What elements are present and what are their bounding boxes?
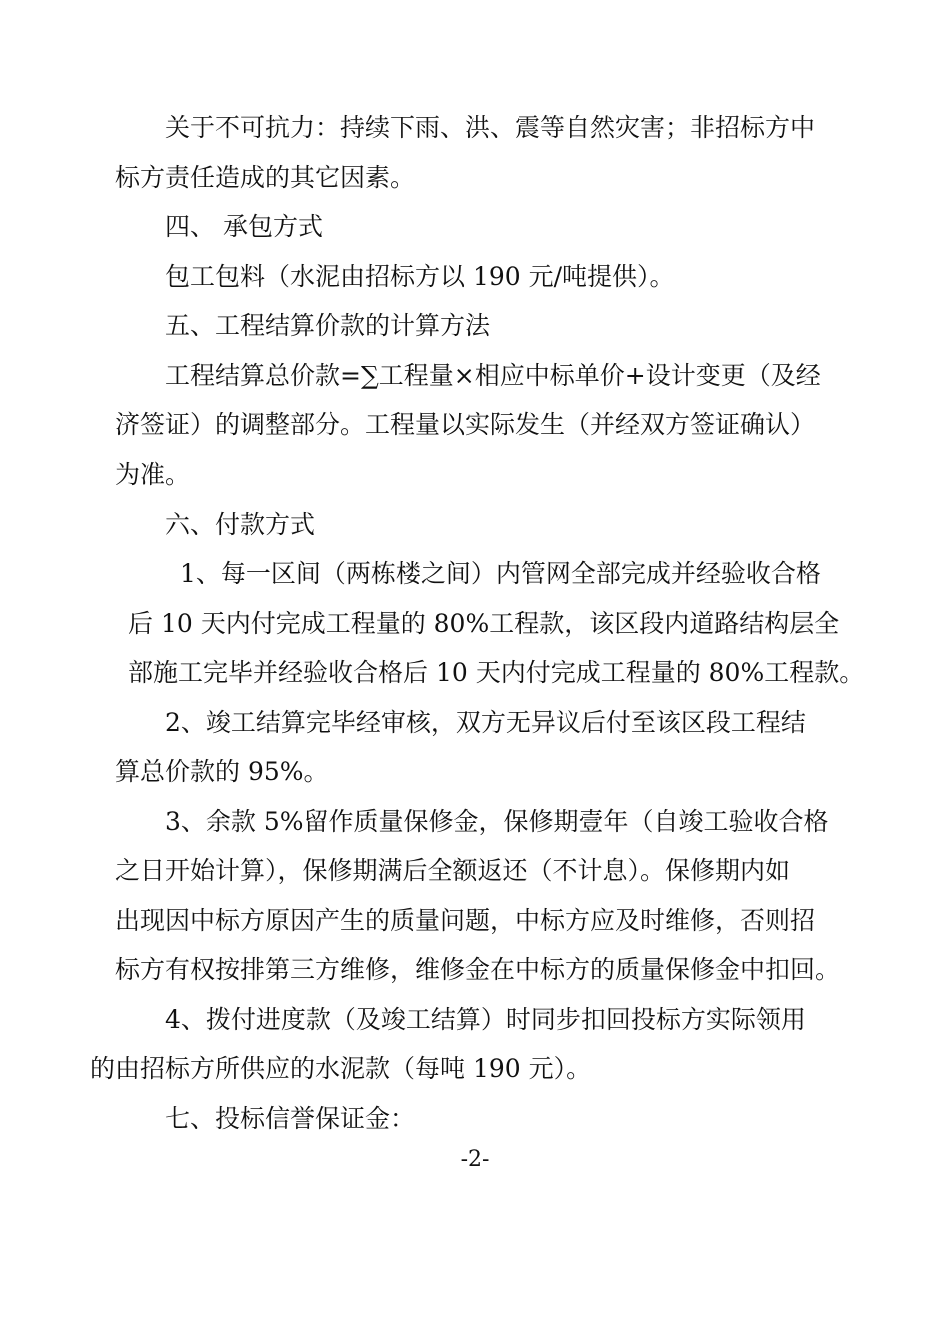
payment-item-1-line-1: 1、每一区间（两栋楼之间）内管网全部完成并经验收合格 [180, 559, 821, 588]
force-majeure-line-2: 标方责任造成的其它因素。 [115, 163, 416, 192]
section-6-heading: 六、付款方式 [165, 510, 316, 539]
payment-item-3-line-3: 出现因中标方原因产生的质量问题，中标方应及时维修，否则招 [115, 906, 816, 935]
page-number: -2- [460, 1147, 490, 1172]
settlement-formula-line-1: 工程结算总价款=∑工程量×相应中标单价+设计变更（及经 [165, 361, 821, 390]
payment-item-4-line-1: 4、拨付进度款（及竣工结算）时同步扣回投标方实际领用 [165, 1005, 806, 1034]
payment-item-4-line-2: 的由招标方所供应的水泥款（每吨 190 元）。 [90, 1054, 592, 1083]
settlement-formula-line-3: 为准。 [115, 460, 191, 489]
section-4-heading: 四、 承包方式 [165, 212, 323, 241]
section-5-heading: 五、工程结算价款的计算方法 [165, 311, 491, 340]
section-7-heading: 七、投标信誉保证金： [165, 1104, 416, 1133]
payment-item-3-line-2: 之日开始计算），保修期满后全额返还（不计息）。保修期内如 [115, 856, 791, 885]
force-majeure-line-1: 关于不可抗力：持续下雨、洪、震等自然灾害；非招标方中 [165, 113, 816, 142]
settlement-formula-line-2: 济签证）的调整部分。工程量以实际发生（并经双方签证确认） [115, 410, 816, 439]
payment-item-2-line-2: 算总价款的 95%。 [115, 757, 329, 786]
payment-item-1-line-2: 后 10 天内付完成工程量的 80%工程款，该区段内道路结构层全 [128, 609, 840, 638]
payment-item-1-line-3: 部施工完毕并经验收合格后 10 天内付完成工程量的 80%工程款。 [128, 658, 865, 687]
payment-item-3-line-1: 3、余款 5%留作质量保修金，保修期壹年（自竣工验收合格 [165, 807, 829, 836]
payment-item-2-line-1: 2、竣工结算完毕经审核，双方无异议后付至该区段工程结 [165, 708, 806, 737]
payment-item-3-line-4: 标方有权按排第三方维修，维修金在中标方的质量保修金中扣回。 [115, 955, 841, 984]
contract-method-line: 包工包料（水泥由招标方以 190 元/吨提供）。 [165, 262, 675, 291]
